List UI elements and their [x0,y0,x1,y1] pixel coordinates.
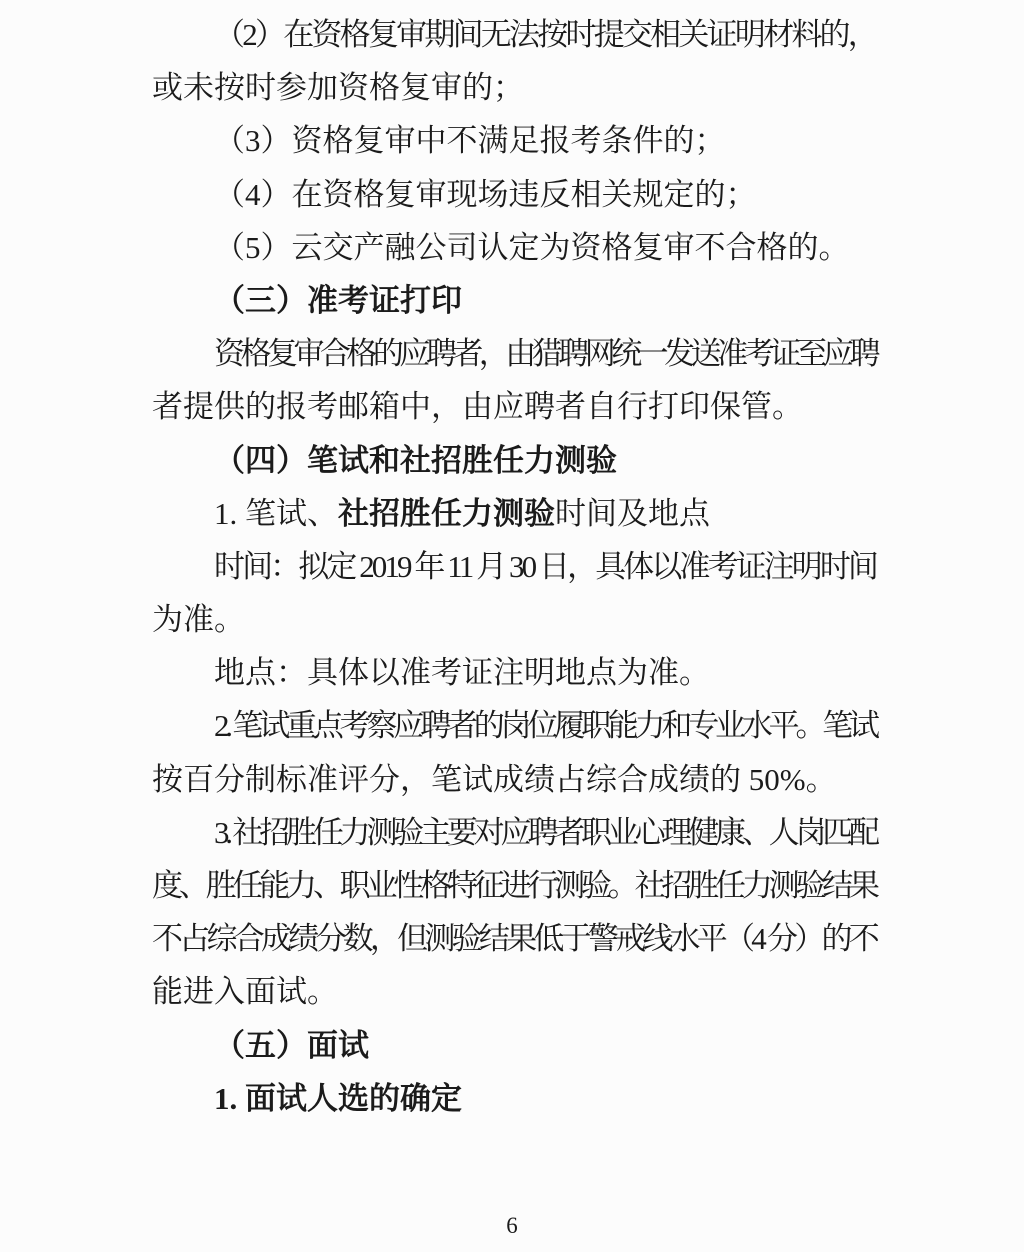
text-segment: 时间及地点 [555,495,710,531]
text-line [152,8,876,61]
text-line-content [152,868,876,903]
text-line-content [152,602,245,637]
text-line [152,168,876,221]
text-line [152,434,876,487]
text-line [152,487,876,540]
text-line [152,114,876,167]
text-segment: （3）资格复审中不满足报考条件的； [214,123,726,159]
text-segment: 3. 社招胜任力测验主要对应聘者职业心理健康、人岗匹配 [214,814,876,850]
text-line [152,1019,876,1072]
document-text [152,8,876,1125]
text-line-content [152,762,837,797]
text-line [152,327,876,380]
bold-text-segment: 1. 面试人选的确定 [214,1080,462,1116]
text-line-content [214,17,876,52]
text-line [152,1072,876,1125]
text-line [152,912,876,965]
text-line-content [214,655,710,690]
text-segment: 为准。 [152,602,245,638]
text-line-content [214,1081,462,1116]
text-line [152,965,876,1018]
text-segment: （4）在资格复审现场违反相关规定的； [214,176,757,212]
text-line-content [214,283,462,318]
text-line [152,753,876,806]
bold-text-segment: （四）笔试和社招胜任力测验 [214,442,617,478]
text-line-content [214,443,617,478]
text-segment: （2）在资格复审期间无法按时提交相关证明材料的， [214,17,877,52]
text-line-content [152,974,338,1009]
text-line-content [152,389,803,424]
text-segment: 时间：拟定 2019 年 11 月 30 日，具体以准考证注明时间 [214,548,876,584]
text-line [152,274,876,327]
text-line [152,221,876,274]
text-line-content [152,70,524,105]
text-segment: 不占综合成绩分数，但测验结果低于警戒线水平（4 分）的不 [152,921,876,957]
text-line-content [214,815,876,850]
text-segment: 度、胜任能力、职业性格特征进行测验。社招胜任力测验结果 [152,868,876,903]
bold-text-segment: （五）面试 [214,1027,369,1063]
bold-text-segment: 社招胜任力测验 [338,495,555,531]
text-segment: 或未按时参加资格复审的； [152,70,524,106]
text-segment: 1. 笔试、 [214,495,338,531]
text-line-content [214,123,726,158]
text-segment: 地点：具体以准考证注明地点为准。 [214,655,710,691]
text-line-content [152,921,876,956]
text-line-content [214,496,710,531]
text-line-content [214,549,876,584]
text-line-content [214,230,850,265]
text-line-content [214,336,876,371]
text-line-content [214,708,876,743]
text-segment: （5）云交产融公司认定为资格复审不合格的。 [214,229,850,265]
text-line-content [214,1028,369,1063]
text-segment: 者提供的报考邮箱中，由应聘者自行打印保管。 [152,389,803,425]
text-line [152,646,876,699]
text-line [152,806,876,859]
text-line [152,699,876,752]
text-line [152,380,876,433]
text-segment: 2. 笔试重点考察应聘者的岗位履职能力和专业水平。笔试 [214,708,876,744]
text-line [152,593,876,646]
text-segment: 资格复审合格的应聘者，由猎聘网统一发送准考证至应聘 [214,336,876,372]
text-line-content [214,177,757,212]
page-number: 6 [506,1213,518,1238]
text-segment: 按百分制标准评分，笔试成绩占综合成绩的 50%。 [152,761,837,797]
text-line [152,61,876,114]
text-segment: 能进入面试。 [152,974,338,1010]
text-line [152,859,876,912]
text-line [152,540,876,593]
bold-text-segment: （三）准考证打印 [214,282,462,318]
